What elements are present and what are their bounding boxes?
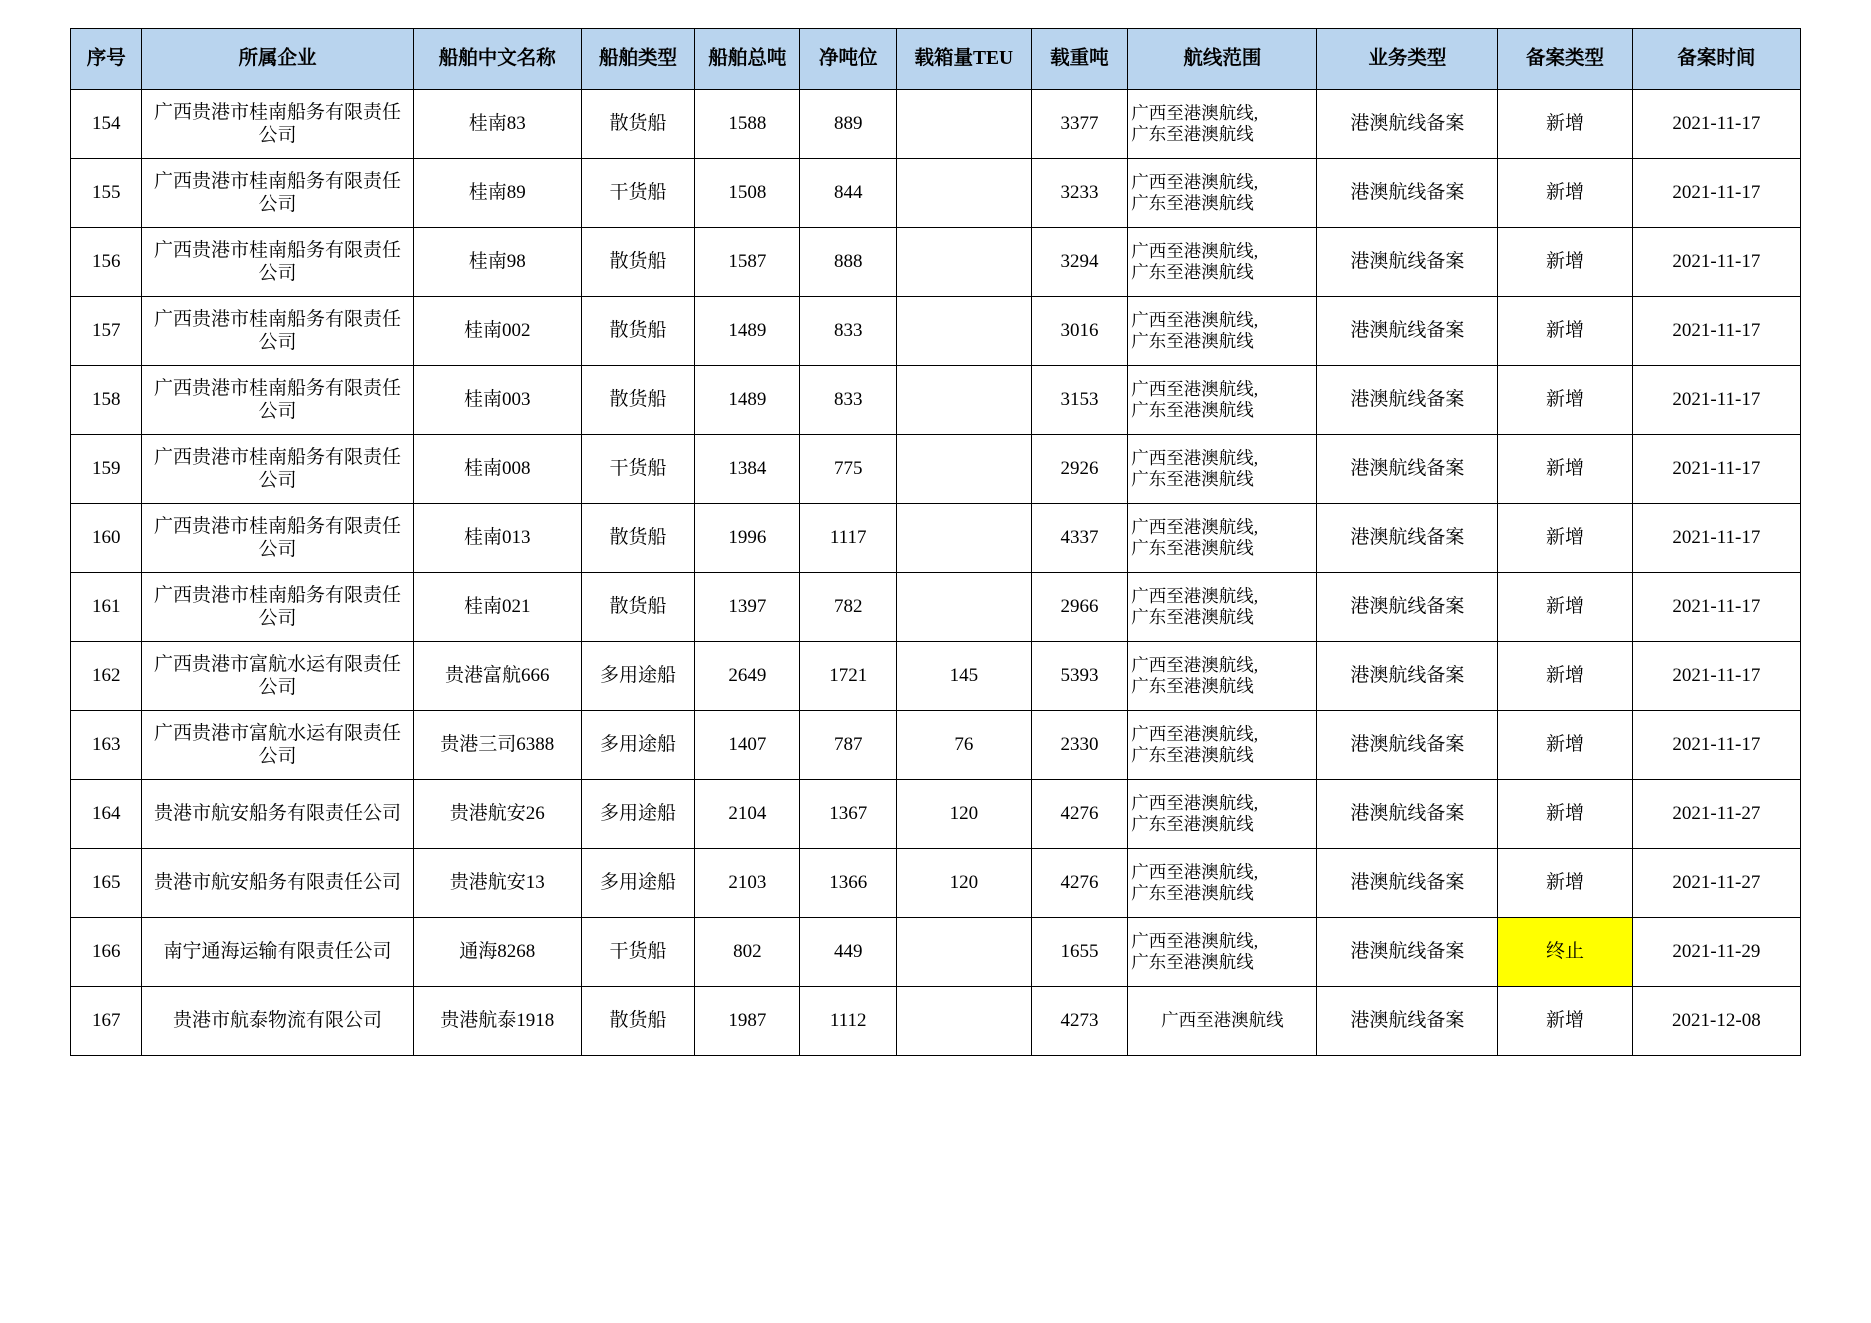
cell-record-date: 2021-11-27 xyxy=(1632,780,1800,849)
cell-business-type: 港澳航线备案 xyxy=(1317,642,1498,711)
cell-seq: 167 xyxy=(71,987,142,1056)
cell-ship-name: 贵港航安13 xyxy=(413,849,581,918)
cell-seq: 166 xyxy=(71,918,142,987)
cell-teu: 120 xyxy=(897,849,1032,918)
table-row xyxy=(71,435,1801,504)
table-row xyxy=(71,90,1801,159)
cell-deadweight: 5393 xyxy=(1031,642,1128,711)
cell-company: 广西贵港市桂南船务有限责任公司 xyxy=(142,435,413,504)
route-line: 广东至港澳航线 xyxy=(1131,607,1254,627)
cell-record-type: 新增 xyxy=(1498,711,1633,780)
cell-company: 贵港市航安船务有限责任公司 xyxy=(142,780,413,849)
table-header xyxy=(71,29,1801,90)
cell-seq: 164 xyxy=(71,780,142,849)
route-line: 广西至港澳航线, xyxy=(1131,102,1259,123)
cell-ship-type: 多用途船 xyxy=(581,711,695,780)
table-header-row xyxy=(71,29,1801,90)
cell-deadweight: 3016 xyxy=(1031,297,1128,366)
cell-seq: 159 xyxy=(71,435,142,504)
cell-net-tonnage: 833 xyxy=(800,366,897,435)
cell-seq: 165 xyxy=(71,849,142,918)
cell-net-tonnage: 449 xyxy=(800,918,897,987)
cell-ship-type: 干货船 xyxy=(581,918,695,987)
cell-company: 广西贵港市桂南船务有限责任公司 xyxy=(142,504,413,573)
cell-teu: 145 xyxy=(897,642,1032,711)
column-header-ship-name: 船舶中文名称 xyxy=(413,29,581,90)
cell-seq: 156 xyxy=(71,228,142,297)
table-row xyxy=(71,642,1801,711)
cell-gross-tonnage: 1587 xyxy=(695,228,800,297)
column-header-gross-tonnage: 船舶总吨 xyxy=(695,29,800,90)
cell-teu xyxy=(897,573,1032,642)
cell-record-date: 2021-11-17 xyxy=(1632,435,1800,504)
cell-ship-type: 干货船 xyxy=(581,435,695,504)
cell-record-type: 新增 xyxy=(1498,159,1633,228)
cell-net-tonnage: 1112 xyxy=(800,987,897,1056)
route-line: 广东至港澳航线 xyxy=(1131,745,1254,765)
route-line: 广西至港澳航线 xyxy=(1161,1010,1284,1031)
cell-company: 贵港市航泰物流有限公司 xyxy=(142,987,413,1056)
cell-business-type: 港澳航线备案 xyxy=(1317,366,1498,435)
cell-teu xyxy=(897,504,1032,573)
cell-company: 广西贵港市桂南船务有限责任公司 xyxy=(142,228,413,297)
cell-company: 广西贵港市桂南船务有限责任公司 xyxy=(142,573,413,642)
cell-record-date: 2021-11-17 xyxy=(1632,297,1800,366)
cell-route xyxy=(1128,987,1317,1056)
cell-ship-type: 散货船 xyxy=(581,90,695,159)
cell-seq: 161 xyxy=(71,573,142,642)
cell-business-type: 港澳航线备案 xyxy=(1317,573,1498,642)
cell-seq: 154 xyxy=(71,90,142,159)
cell-net-tonnage: 833 xyxy=(800,297,897,366)
cell-route xyxy=(1128,228,1317,297)
table-row xyxy=(71,573,1801,642)
cell-ship-type: 多用途船 xyxy=(581,642,695,711)
cell-record-date: 2021-12-08 xyxy=(1632,987,1800,1056)
cell-business-type: 港澳航线备案 xyxy=(1317,780,1498,849)
cell-gross-tonnage: 1996 xyxy=(695,504,800,573)
cell-record-type: 新增 xyxy=(1498,90,1633,159)
cell-ship-type: 散货船 xyxy=(581,987,695,1056)
cell-gross-tonnage: 1384 xyxy=(695,435,800,504)
cell-record-type: 新增 xyxy=(1498,297,1633,366)
cell-ship-name: 桂南003 xyxy=(413,366,581,435)
cell-record-date: 2021-11-27 xyxy=(1632,849,1800,918)
cell-ship-name: 桂南002 xyxy=(413,297,581,366)
cell-record-date: 2021-11-29 xyxy=(1632,918,1800,987)
cell-company: 南宁通海运输有限责任公司 xyxy=(142,918,413,987)
column-header-deadweight: 载重吨 xyxy=(1031,29,1128,90)
cell-ship-type: 散货船 xyxy=(581,228,695,297)
cell-gross-tonnage: 1987 xyxy=(695,987,800,1056)
cell-deadweight: 4273 xyxy=(1031,987,1128,1056)
cell-gross-tonnage: 1588 xyxy=(695,90,800,159)
cell-ship-type: 散货船 xyxy=(581,504,695,573)
cell-company: 广西贵港市桂南船务有限责任公司 xyxy=(142,159,413,228)
cell-record-type: 新增 xyxy=(1498,228,1633,297)
cell-route xyxy=(1128,711,1317,780)
route-line: 广西至港澳航线, xyxy=(1131,447,1259,468)
cell-deadweight: 2926 xyxy=(1031,435,1128,504)
cell-record-type: 新增 xyxy=(1498,987,1633,1056)
table-row xyxy=(71,780,1801,849)
cell-business-type: 港澳航线备案 xyxy=(1317,228,1498,297)
route-line: 广西至港澳航线, xyxy=(1131,516,1259,537)
cell-teu: 76 xyxy=(897,711,1032,780)
column-header-net-tonnage: 净吨位 xyxy=(800,29,897,90)
route-line: 广东至港澳航线 xyxy=(1131,400,1254,420)
cell-net-tonnage: 844 xyxy=(800,159,897,228)
route-line: 广西至港澳航线, xyxy=(1131,930,1259,951)
route-line: 广东至港澳航线 xyxy=(1131,469,1254,489)
table-row xyxy=(71,366,1801,435)
table-row xyxy=(71,228,1801,297)
table-row xyxy=(71,711,1801,780)
cell-business-type: 港澳航线备案 xyxy=(1317,987,1498,1056)
cell-net-tonnage: 1366 xyxy=(800,849,897,918)
cell-seq: 162 xyxy=(71,642,142,711)
route-line: 广西至港澳航线, xyxy=(1131,654,1259,675)
cell-business-type: 港澳航线备案 xyxy=(1317,711,1498,780)
cell-route xyxy=(1128,918,1317,987)
route-line: 广西至港澳航线, xyxy=(1131,723,1259,744)
cell-net-tonnage: 782 xyxy=(800,573,897,642)
table-body xyxy=(71,90,1801,1056)
cell-company: 广西贵港市桂南船务有限责任公司 xyxy=(142,90,413,159)
cell-business-type: 港澳航线备案 xyxy=(1317,159,1498,228)
cell-ship-type: 散货船 xyxy=(581,297,695,366)
cell-gross-tonnage: 2649 xyxy=(695,642,800,711)
cell-record-date: 2021-11-17 xyxy=(1632,573,1800,642)
route-line: 广西至港澳航线, xyxy=(1131,309,1259,330)
cell-business-type: 港澳航线备案 xyxy=(1317,504,1498,573)
cell-teu xyxy=(897,918,1032,987)
cell-company: 广西贵港市富航水运有限责任公司 xyxy=(142,642,413,711)
cell-gross-tonnage: 1489 xyxy=(695,366,800,435)
route-line: 广西至港澳航线, xyxy=(1131,171,1259,192)
cell-seq: 157 xyxy=(71,297,142,366)
cell-ship-name: 桂南89 xyxy=(413,159,581,228)
cell-gross-tonnage: 1489 xyxy=(695,297,800,366)
cell-net-tonnage: 1367 xyxy=(800,780,897,849)
route-line: 广东至港澳航线 xyxy=(1131,952,1254,972)
route-line: 广东至港澳航线 xyxy=(1131,883,1254,903)
cell-net-tonnage: 888 xyxy=(800,228,897,297)
cell-net-tonnage: 787 xyxy=(800,711,897,780)
table-row xyxy=(71,159,1801,228)
cell-route xyxy=(1128,159,1317,228)
route-line: 广东至港澳航线 xyxy=(1131,814,1254,834)
cell-company: 广西贵港市桂南船务有限责任公司 xyxy=(142,366,413,435)
ship-record-table xyxy=(70,28,1801,1056)
cell-deadweight: 4276 xyxy=(1031,849,1128,918)
cell-teu xyxy=(897,987,1032,1056)
cell-route xyxy=(1128,780,1317,849)
cell-gross-tonnage: 802 xyxy=(695,918,800,987)
route-line: 广东至港澳航线 xyxy=(1131,262,1254,282)
cell-route xyxy=(1128,90,1317,159)
cell-ship-name: 桂南98 xyxy=(413,228,581,297)
cell-ship-name: 桂南83 xyxy=(413,90,581,159)
cell-net-tonnage: 775 xyxy=(800,435,897,504)
cell-deadweight: 3233 xyxy=(1031,159,1128,228)
cell-record-date: 2021-11-17 xyxy=(1632,228,1800,297)
cell-business-type: 港澳航线备案 xyxy=(1317,849,1498,918)
cell-ship-name: 贵港航安26 xyxy=(413,780,581,849)
route-line: 广东至港澳航线 xyxy=(1131,124,1254,144)
cell-teu xyxy=(897,366,1032,435)
cell-teu xyxy=(897,90,1032,159)
cell-record-type: 新增 xyxy=(1498,642,1633,711)
cell-route xyxy=(1128,366,1317,435)
cell-gross-tonnage: 2103 xyxy=(695,849,800,918)
cell-seq: 158 xyxy=(71,366,142,435)
cell-company: 广西贵港市桂南船务有限责任公司 xyxy=(142,297,413,366)
cell-record-type: 新增 xyxy=(1498,435,1633,504)
cell-teu xyxy=(897,435,1032,504)
cell-seq: 163 xyxy=(71,711,142,780)
cell-teu xyxy=(897,228,1032,297)
cell-record-type: 新增 xyxy=(1498,573,1633,642)
cell-teu: 120 xyxy=(897,780,1032,849)
cell-ship-name: 桂南021 xyxy=(413,573,581,642)
column-header-record-date: 备案时间 xyxy=(1632,29,1800,90)
column-header-route: 航线范围 xyxy=(1128,29,1317,90)
cell-route xyxy=(1128,504,1317,573)
route-line: 广东至港澳航线 xyxy=(1131,538,1254,558)
route-line: 广西至港澳航线, xyxy=(1131,240,1259,261)
cell-business-type: 港澳航线备案 xyxy=(1317,918,1498,987)
cell-teu xyxy=(897,159,1032,228)
cell-ship-type: 多用途船 xyxy=(581,849,695,918)
column-header-business-type: 业务类型 xyxy=(1317,29,1498,90)
cell-record-date: 2021-11-17 xyxy=(1632,642,1800,711)
cell-record-type: 新增 xyxy=(1498,504,1633,573)
cell-deadweight: 1655 xyxy=(1031,918,1128,987)
cell-route xyxy=(1128,642,1317,711)
table-row xyxy=(71,987,1801,1056)
table-row xyxy=(71,918,1801,987)
cell-ship-type: 多用途船 xyxy=(581,780,695,849)
cell-net-tonnage: 1117 xyxy=(800,504,897,573)
cell-record-date: 2021-11-17 xyxy=(1632,504,1800,573)
cell-gross-tonnage: 1407 xyxy=(695,711,800,780)
cell-deadweight: 3153 xyxy=(1031,366,1128,435)
route-line: 广西至港澳航线, xyxy=(1131,861,1259,882)
cell-ship-name: 通海8268 xyxy=(413,918,581,987)
cell-record-date: 2021-11-17 xyxy=(1632,711,1800,780)
cell-business-type: 港澳航线备案 xyxy=(1317,90,1498,159)
table-row xyxy=(71,504,1801,573)
table-row xyxy=(71,297,1801,366)
cell-record-date: 2021-11-17 xyxy=(1632,159,1800,228)
route-line: 广东至港澳航线 xyxy=(1131,193,1254,213)
cell-deadweight: 3377 xyxy=(1031,90,1128,159)
cell-ship-name: 贵港三司6388 xyxy=(413,711,581,780)
route-line: 广东至港澳航线 xyxy=(1131,676,1254,696)
cell-company: 贵港市航安船务有限责任公司 xyxy=(142,849,413,918)
cell-business-type: 港澳航线备案 xyxy=(1317,297,1498,366)
cell-route xyxy=(1128,573,1317,642)
cell-route xyxy=(1128,849,1317,918)
column-header-company: 所属企业 xyxy=(142,29,413,90)
cell-route xyxy=(1128,435,1317,504)
route-line: 广西至港澳航线, xyxy=(1131,378,1259,399)
column-header-teu: 载箱量TEU xyxy=(897,29,1032,90)
cell-business-type: 港澳航线备案 xyxy=(1317,435,1498,504)
cell-deadweight: 3294 xyxy=(1031,228,1128,297)
cell-record-type: 新增 xyxy=(1498,849,1633,918)
cell-net-tonnage: 1721 xyxy=(800,642,897,711)
cell-deadweight: 2330 xyxy=(1031,711,1128,780)
cell-net-tonnage: 889 xyxy=(800,90,897,159)
cell-record-type-highlighted: 终止 xyxy=(1498,918,1633,987)
cell-record-type: 新增 xyxy=(1498,366,1633,435)
route-line: 广西至港澳航线, xyxy=(1131,585,1259,606)
cell-seq: 160 xyxy=(71,504,142,573)
cell-record-date: 2021-11-17 xyxy=(1632,366,1800,435)
column-header-seq: 序号 xyxy=(71,29,142,90)
cell-ship-name: 贵港富航666 xyxy=(413,642,581,711)
cell-ship-name: 贵港航泰1918 xyxy=(413,987,581,1056)
cell-record-date: 2021-11-17 xyxy=(1632,90,1800,159)
route-line: 广西至港澳航线, xyxy=(1131,792,1259,813)
cell-ship-name: 桂南013 xyxy=(413,504,581,573)
cell-seq: 155 xyxy=(71,159,142,228)
cell-route xyxy=(1128,297,1317,366)
cell-ship-type: 干货船 xyxy=(581,159,695,228)
cell-ship-type: 散货船 xyxy=(581,366,695,435)
table-row xyxy=(71,849,1801,918)
cell-deadweight: 4337 xyxy=(1031,504,1128,573)
cell-ship-type: 散货船 xyxy=(581,573,695,642)
cell-company: 广西贵港市富航水运有限责任公司 xyxy=(142,711,413,780)
cell-gross-tonnage: 1397 xyxy=(695,573,800,642)
column-header-record-type: 备案类型 xyxy=(1498,29,1633,90)
cell-gross-tonnage: 1508 xyxy=(695,159,800,228)
cell-teu xyxy=(897,297,1032,366)
cell-deadweight: 2966 xyxy=(1031,573,1128,642)
cell-record-type: 新增 xyxy=(1498,780,1633,849)
column-header-ship-type: 船舶类型 xyxy=(581,29,695,90)
cell-ship-name: 桂南008 xyxy=(413,435,581,504)
cell-deadweight: 4276 xyxy=(1031,780,1128,849)
route-line: 广东至港澳航线 xyxy=(1131,331,1254,351)
cell-gross-tonnage: 2104 xyxy=(695,780,800,849)
